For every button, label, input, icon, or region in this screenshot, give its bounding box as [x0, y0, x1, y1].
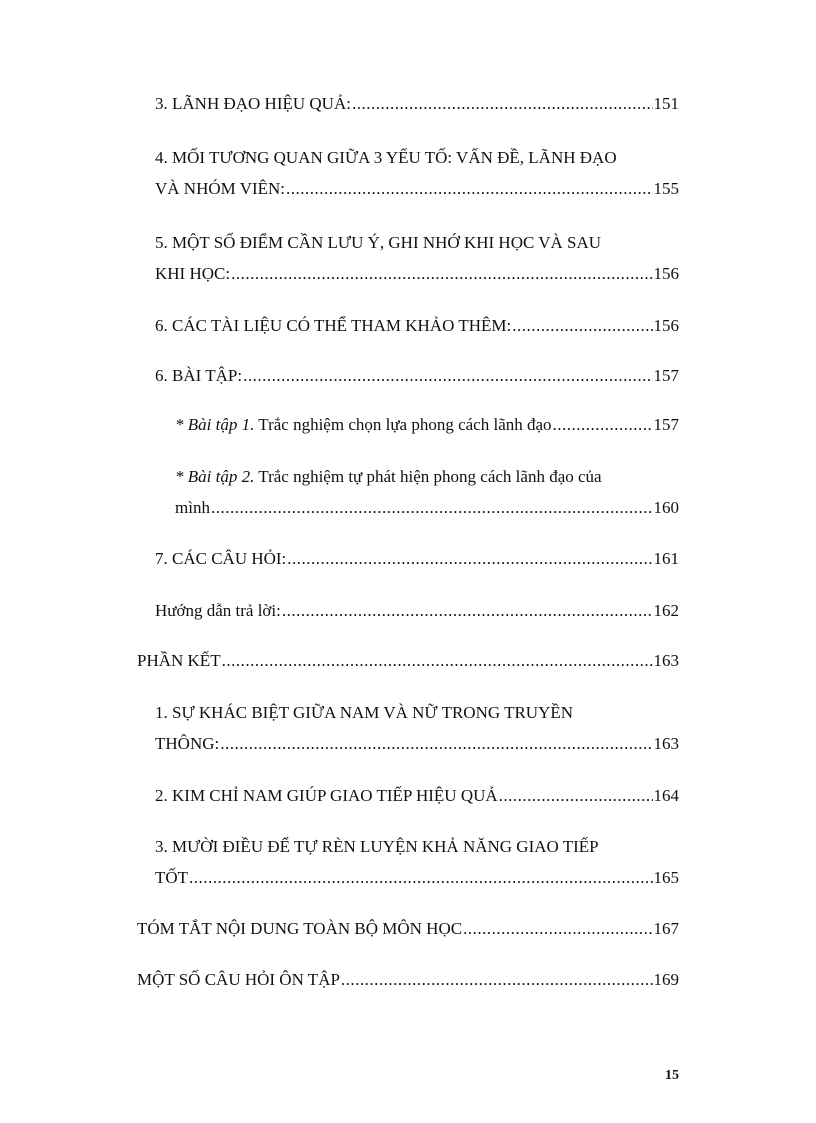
- toc-entry-correlation-line1: [155, 148, 679, 168]
- toc-entry-title: 7. CÁC CÂU HỎI:: [155, 549, 287, 568]
- toc-entry-guidelines: [155, 786, 679, 806]
- dot-leader: [287, 549, 652, 569]
- toc-page-number: 161: [653, 549, 679, 568]
- page-number: 15: [665, 1068, 679, 1083]
- dot-leader: [499, 786, 653, 806]
- toc-entry-gender-differences: [155, 734, 679, 754]
- toc-entry-title: 1. SỰ KHÁC BIỆT GIỮA NAM VÀ NỮ TRONG TRUYỀN: [155, 703, 574, 722]
- toc-entry-notes-line1: [155, 233, 679, 253]
- dot-leader: [189, 868, 652, 888]
- dot-leader: [282, 601, 653, 621]
- toc-entry-title: 2. KIM CHỈ NAM GIÚP GIAO TIẾP HIỆU QUẢ: [155, 786, 498, 805]
- toc-page-number: 165: [653, 868, 679, 887]
- toc-entry-lead: * Bài tập 2.: [175, 467, 255, 486]
- toc-page-number: 167: [653, 919, 679, 938]
- toc-page-number: 151: [653, 94, 679, 113]
- toc-entry-exercise-2: [175, 498, 679, 518]
- toc-entry-correlation: [155, 179, 679, 199]
- dot-leader: [512, 316, 652, 336]
- toc-page-number: 156: [653, 264, 679, 283]
- toc-entry-title: Trắc nghiệm chọn lựa phong cách lãnh đạo: [254, 415, 552, 434]
- dot-leader: [352, 94, 653, 114]
- dot-leader: [243, 366, 652, 386]
- toc-entry-summary: [137, 919, 679, 939]
- toc-page-number: 160: [653, 498, 679, 517]
- dot-leader: [286, 179, 652, 199]
- toc-page-number: 169: [653, 970, 679, 989]
- dot-leader: [231, 264, 652, 284]
- toc-entry-title: Trắc nghiệm tự phát hiện phong cách lãnh đạo của: [254, 467, 602, 486]
- toc-entry-title: MỘT SỐ CÂU HỎI ÔN TẬP: [137, 970, 340, 989]
- toc-entry-title: 6. CÁC TÀI LIỆU CÓ THỂ THAM KHẢO THÊM:: [155, 316, 512, 335]
- toc-entry-title: 5. MỘT SỐ ĐIỂM CẦN LƯU Ý, GHI NHỚ KHI HỌC VÀ SAU: [155, 233, 602, 252]
- toc-entry-title: 4. MỐI TƯƠNG QUAN GIỮA 3 YẾU TỐ: VẤN ĐỀ, LÃNH ĐẠO: [155, 148, 617, 167]
- dot-leader: [341, 970, 653, 990]
- dot-leader: [211, 498, 653, 518]
- toc-entry-title-cont: VÀ NHÓM VIÊN:: [155, 179, 286, 198]
- toc-entry-ten-things-line1: [155, 837, 679, 857]
- toc-page-number: 157: [653, 415, 679, 434]
- toc-page-number: 164: [653, 786, 679, 805]
- toc-entry-title-cont: THÔNG:: [155, 734, 220, 753]
- toc-page-number: 156: [653, 316, 679, 335]
- toc-page-number: 155: [653, 179, 679, 198]
- toc-entry-exercises: [155, 366, 679, 386]
- toc-entry-title: 3. LÃNH ĐẠO HIỆU QUẢ:: [155, 94, 351, 113]
- toc-page-number: 163: [653, 734, 679, 753]
- toc-entry-title: 6. BÀI TẬP:: [155, 366, 243, 385]
- toc-entry-ten-things: [155, 868, 679, 888]
- toc-entry-notes: [155, 264, 679, 284]
- toc-entry-title: TÓM TẮT NỘI DUNG TOÀN BỘ MÔN HỌC: [137, 919, 463, 938]
- toc-entry-title-cont: TỐT: [155, 868, 189, 887]
- toc-entry-leadership: [155, 94, 679, 114]
- dot-leader: [553, 415, 653, 435]
- toc-entry-exercise-1: [175, 415, 679, 435]
- toc-entry-lead: * Bài tập 1.: [175, 415, 255, 434]
- toc-entry-title: PHẦN KẾT: [137, 651, 221, 670]
- toc-entry-gender-differences-line1: [155, 703, 679, 723]
- dot-leader: [220, 734, 652, 754]
- toc-entry-title-cont: mình: [175, 498, 210, 517]
- toc-entry-title: Hướng dẫn trả lời:: [155, 601, 281, 620]
- toc-entry-answer-guide: [155, 601, 679, 621]
- toc-entry-title-cont: KHI HỌC:: [155, 264, 231, 283]
- toc-page-number: 157: [653, 366, 679, 385]
- toc-entry-references: [155, 316, 679, 336]
- toc-entry-title: 3. MƯỜI ĐIỀU ĐỂ TỰ RÈN LUYỆN KHẢ NĂNG GIAO TIẾP: [155, 837, 599, 856]
- toc-entry-review-questions: [137, 970, 679, 990]
- toc-entry-conclusion: [137, 651, 679, 671]
- dot-leader: [463, 919, 652, 939]
- dot-leader: [222, 651, 653, 671]
- toc-entry-exercise-2-line1: [175, 467, 679, 487]
- toc-page-number: 163: [653, 651, 679, 670]
- toc-entry-questions: [155, 549, 679, 569]
- toc-page-number: 162: [653, 601, 679, 620]
